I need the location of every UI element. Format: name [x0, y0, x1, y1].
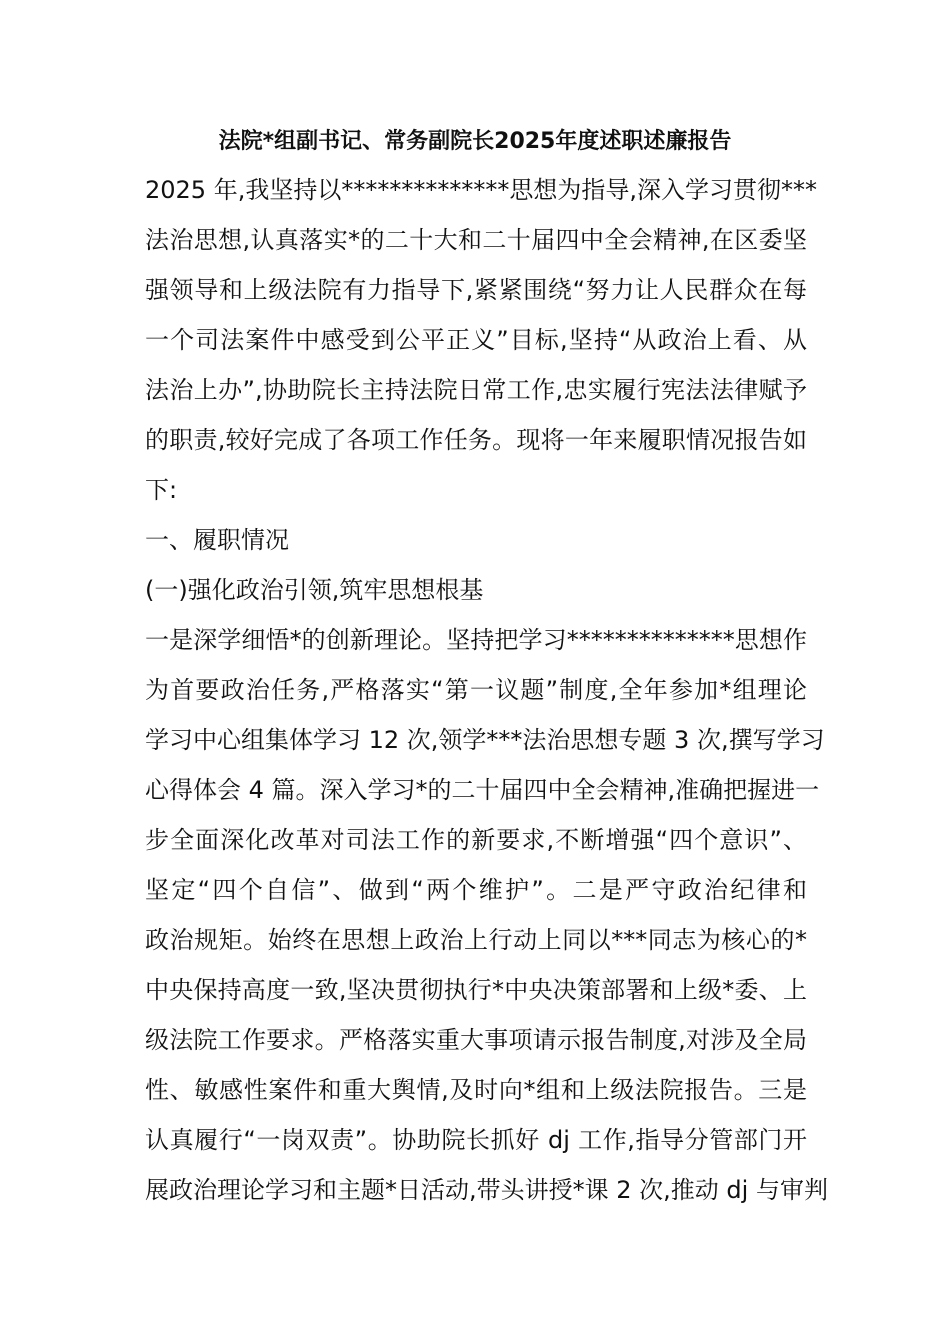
paragraph-line: 性、敏感性案件和重大舆情,及时向*组和上级法院报告。三是	[145, 1076, 807, 1104]
paragraph-line: (一)强化政治引领,筑牢思想根基	[145, 576, 484, 604]
paragraph-line: 展政治理论学习和主题*日活动,带头讲授*课 2 次,推动 dj 与审判	[145, 1176, 828, 1204]
paragraph-line: 一、履职情况	[145, 526, 289, 554]
paragraph-line: 为首要政治任务,严格落实“第一议题”制度,全年参加*组理论	[145, 676, 807, 704]
paragraph-line: 2025 年,我坚持以**************思想为指导,深入学习贯彻***	[145, 176, 817, 204]
paragraph-line: 的职责,较好完成了各项工作任务。现将一年来履职情况报告如	[145, 426, 807, 454]
paragraph-line: 法治思想,认真落实*的二十大和二十届四中全会精神,在区委坚	[145, 226, 807, 254]
paragraph-line: 认真履行“一岗双责”。协助院长抓好 dj 工作,指导分管部门开	[145, 1126, 807, 1154]
paragraph-line: 坚定“四个自信”、做到“两个维护”。二是严守政治纪律和	[145, 876, 807, 904]
paragraph-line: 一是深学细悟*的创新理论。坚持把学习**************思想作	[145, 626, 807, 654]
paragraph-line: 步全面深化改革对司法工作的新要求,不断增强“四个意识”、	[145, 826, 807, 854]
paragraph-line: 政治规矩。始终在思想上政治上行动上同以***同志为核心的*	[145, 926, 807, 954]
paragraph-line: 中央保持高度一致,坚决贯彻执行*中央决策部署和上级*委、上	[145, 976, 807, 1004]
paragraph-line: 下:	[145, 476, 178, 504]
paragraph-line: 法治上办”,协助院长主持法院日常工作,忠实履行宪法法律赋予	[145, 376, 807, 404]
document-title: 法院*组副书记、常务副院长2025年度述职述廉报告	[218, 129, 732, 154]
paragraph-line: 级法院工作要求。严格落实重大事项请示报告制度,对涉及全局	[145, 1026, 807, 1054]
paragraph-line: 心得体会 4 篇。深入学习*的二十届四中全会精神,准确把握进一	[145, 776, 820, 804]
paragraph-line: 学习中心组集体学习 12 次,领学***法治思想专题 3 次,撰写学习	[145, 726, 825, 754]
paragraph-line: 一个司法案件中感受到公平正义”目标,坚持“从政治上看、从	[145, 326, 807, 354]
paragraph-line: 强领导和上级法院有力指导下,紧紧围绕“努力让人民群众在每	[145, 276, 807, 304]
